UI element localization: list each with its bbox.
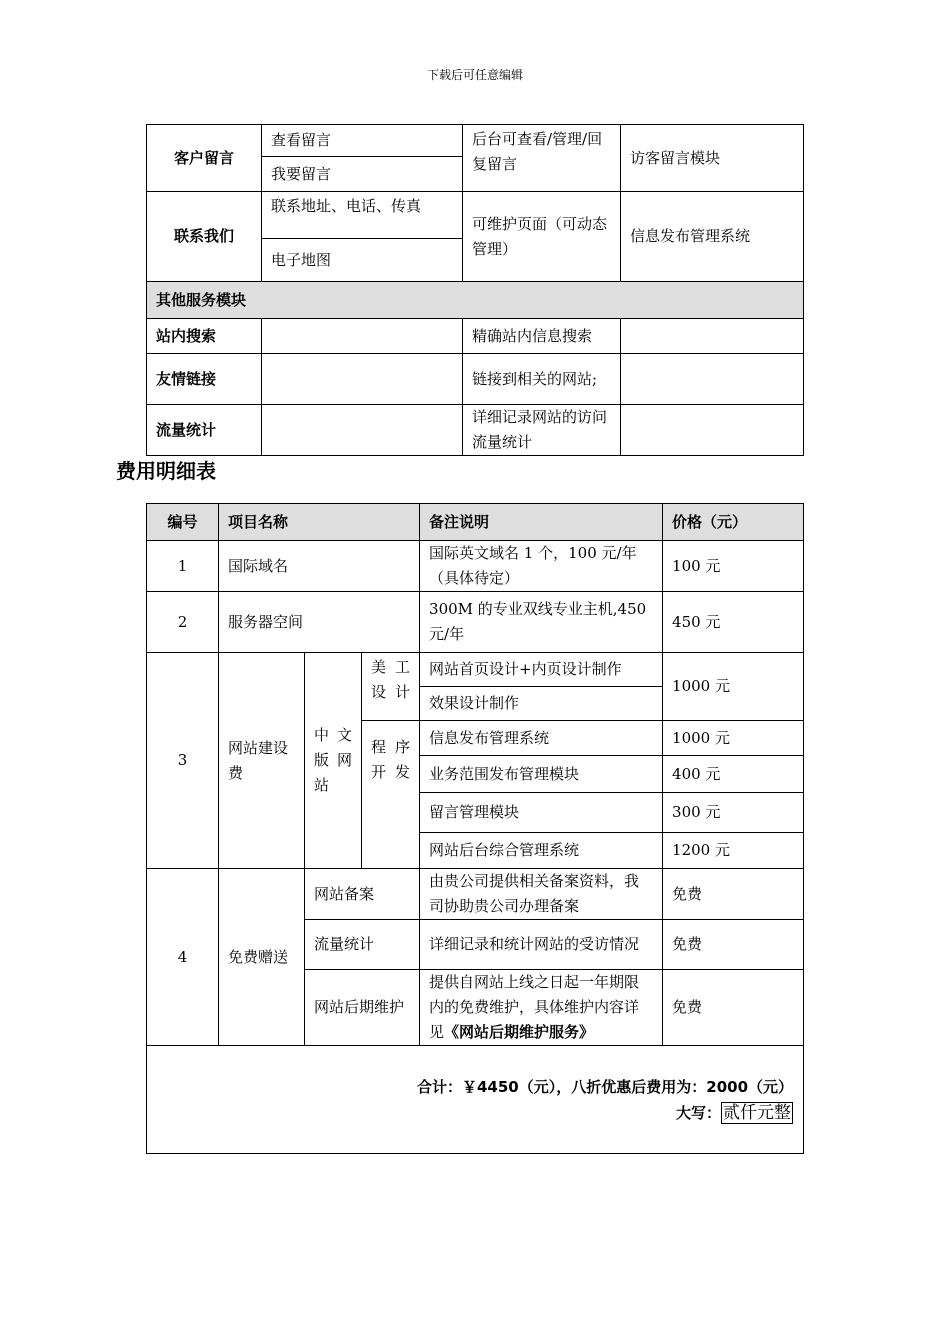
row-4-note-maintenance [420, 970, 663, 1046]
row-4-price-filing: 免费 [663, 869, 804, 920]
row-1-price: 100 元 [663, 541, 804, 592]
discount-label: 八折优惠后费用为： [571, 1078, 707, 1096]
header-no: 编号 [147, 504, 219, 541]
module-label-guestbook: 客户留言 [147, 125, 262, 192]
cost-table-title: 费用明细表 [116, 459, 216, 483]
header-price: 价格（元） [663, 504, 804, 541]
module-desc-contact: 可维护页面（可动态管理） [463, 192, 621, 282]
row-3-item-admin-system-price: 1200 元 [663, 833, 804, 869]
row-2-no: 2 [147, 592, 219, 653]
daxie-label: 大写： [676, 1104, 722, 1122]
row-3-item-business-module: 业务范围发布管理模块 [420, 756, 663, 793]
row-2-price: 450 元 [663, 592, 804, 653]
row-3-item-info-system-price: 1000 元 [663, 721, 804, 756]
row-4-sub-maintenance: 网站后期维护 [305, 970, 420, 1046]
row-3-item-admin-system: 网站后台综合管理系统 [420, 833, 663, 869]
row-3-item-business-module-price: 400 元 [663, 756, 804, 793]
total-amount: ￥4450（元） [462, 1078, 557, 1096]
row-3-item-guestbook-module: 留言管理模块 [420, 793, 663, 833]
header-name: 项目名称 [219, 504, 420, 541]
module-sub-map: 电子地图 [262, 239, 463, 282]
row-4-note-filing: 由贵公司提供相关备案资料，我司协助贵公司办理备案 [420, 869, 663, 920]
daxie-value: 贰仟元整 [723, 1103, 792, 1123]
header-note: 下载后可任意编辑 [426, 68, 523, 82]
module-system-search [621, 319, 804, 354]
row-4-price-maintenance: 免费 [663, 970, 804, 1046]
row-1-name: 国际域名 [219, 541, 420, 592]
module-desc-search: 精确站内信息搜索 [463, 319, 621, 354]
total-label: 合计： [416, 1078, 462, 1096]
row-4-note-maintenance-text: 提供自网站上线之日起一年期限内的免费维护，具体维护内容详见 [429, 973, 640, 1041]
module-sub-view-messages: 查看留言 [262, 125, 463, 157]
module-sub-stats [262, 405, 463, 456]
module-label-search: 站内搜索 [147, 319, 262, 354]
module-desc-links: 链接到相关的网站; [463, 354, 621, 405]
row-4-note-stats: 详细记录和统计网站的受访情况 [420, 920, 663, 970]
row-3-design-price: 1000 元 [663, 653, 804, 721]
row-4-sub-stats: 流量统计 [305, 920, 420, 970]
module-system-stats [621, 405, 804, 456]
row-3-item-guestbook-module-price: 300 元 [663, 793, 804, 833]
total-line [156, 1074, 793, 1100]
module-sub-leave-message: 我要留言 [262, 157, 463, 192]
row-4-sub-filing: 网站备案 [305, 869, 420, 920]
row-3-dev: 程序开发 [362, 721, 420, 869]
header-note: 备注说明 [420, 504, 663, 541]
row-1-no: 1 [147, 541, 219, 592]
module-system-guestbook: 访客留言模块 [621, 125, 804, 192]
daxie-line [156, 1100, 793, 1126]
row-2-name: 服务器空间 [219, 592, 420, 653]
maintenance-service-ref: 《网站后期维护服务》 [444, 1023, 595, 1041]
row-3-item-info-system: 信息发布管理系统 [420, 721, 663, 756]
other-services-heading: 其他服务模块 [147, 282, 804, 319]
row-1-note: 国际英文域名 1 个，100 元/年（具体待定） [420, 541, 663, 592]
module-label-stats: 流量统计 [147, 405, 262, 456]
row-3-name: 网站建设费 [219, 653, 305, 869]
row-4-price-stats: 免费 [663, 920, 804, 970]
row-3-sub: 中文版网站 [305, 653, 362, 869]
module-system-contact: 信息发布管理系统 [621, 192, 804, 282]
row-3-no: 3 [147, 653, 219, 869]
cost-table [146, 503, 804, 1154]
row-4-no: 4 [147, 869, 219, 1046]
row-3-item-homepage-design: 网站首页设计+内页设计制作 [420, 653, 663, 687]
module-sub-search [262, 319, 463, 354]
row-3-design: 美工设计 [362, 653, 420, 721]
discount-amount: 2000（元） [706, 1078, 794, 1096]
module-sub-links [262, 354, 463, 405]
module-label-contact: 联系我们 [147, 192, 262, 282]
total-sep: ， [556, 1078, 572, 1096]
row-2-note: 300M 的专业双线专业主机,450 元/年 [420, 592, 663, 653]
module-sub-contact-address: 联系地址、电话、传真 [262, 192, 463, 239]
row-4-name: 免费赠送 [219, 869, 305, 1046]
module-label-links: 友情链接 [147, 354, 262, 405]
module-desc-guestbook: 后台可查看/管理/回复留言 [463, 125, 621, 192]
module-table [146, 124, 804, 456]
row-3-item-effect-design: 效果设计制作 [420, 687, 663, 721]
module-system-links [621, 354, 804, 405]
module-desc-stats: 详细记录网站的访问流量统计 [463, 405, 621, 456]
total-cell [147, 1046, 804, 1154]
